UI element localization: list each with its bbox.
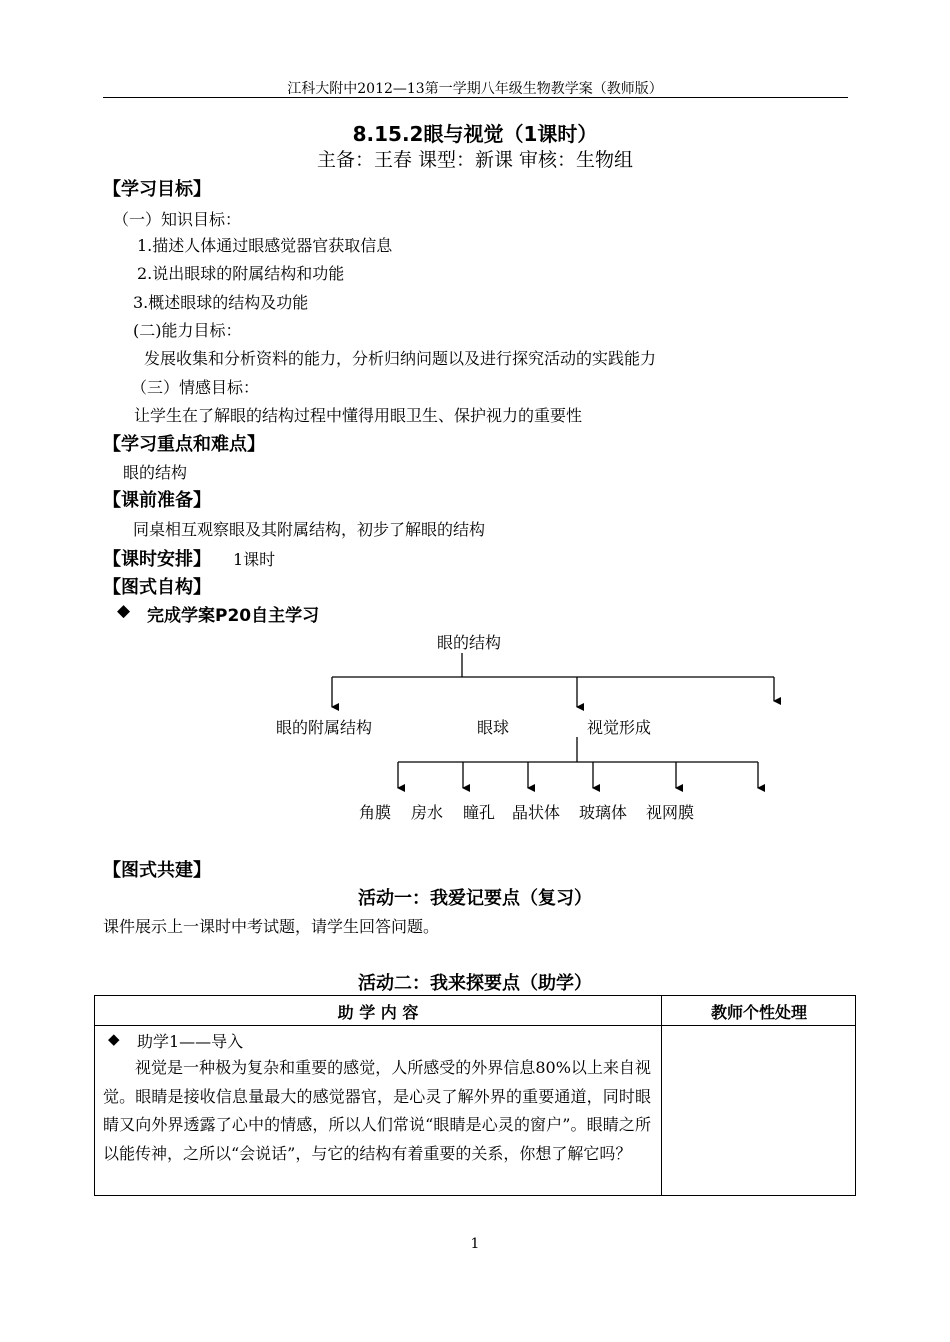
knowledge-item-2: 2.说出眼球的附属结构和功能 bbox=[137, 264, 345, 283]
emotion-text: 让学生在了解眼的结构过程中懂得用眼卫生、保护视力的重要性 bbox=[134, 406, 583, 425]
key-points-text: 眼的结构 bbox=[123, 463, 188, 482]
lesson-title: 8.15.2眼与视觉（1课时） bbox=[352, 122, 598, 146]
schedule-heading: 【课时安排】 bbox=[103, 549, 211, 570]
item-title: 助学1——导入 bbox=[137, 1032, 244, 1051]
emotion-label: （三）情感目标： bbox=[131, 378, 260, 397]
page-header: 江科大附中2012—13第一学期八年级生物教学案（教师版） bbox=[287, 81, 663, 97]
table-header-teacher: 教师个性处理 bbox=[710, 1003, 807, 1022]
activity1-text: 课件展示上一课时中考试题，请学生回答问题。 bbox=[103, 917, 440, 936]
ability-label: (二)能力目标： bbox=[133, 321, 242, 340]
co-build-heading: 【图式共建】 bbox=[103, 860, 211, 881]
diagram-node-eyeball: 眼球 bbox=[477, 718, 510, 737]
key-points-heading: 【学习重点和难点】 bbox=[103, 434, 265, 455]
objectives-heading: 【学习目标】 bbox=[103, 179, 211, 200]
diagram-root: 眼的结构 bbox=[437, 633, 502, 652]
diagram-node-vision: 视觉形成 bbox=[587, 718, 652, 737]
diagram-node-appendages: 眼的附属结构 bbox=[276, 718, 373, 737]
diamond-bullet: ◆ bbox=[117, 601, 131, 621]
diagram-leaf-cornea: 角膜 bbox=[359, 803, 392, 822]
ability-text: 发展收集和分析资料的能力，分析归纳问题以及进行探究活动的实践能力 bbox=[144, 349, 657, 368]
diagram-leaf-vitreous: 玻璃体 bbox=[579, 803, 628, 822]
lesson-subtitle: 主备：王春 课型：新课 审核：生物组 bbox=[316, 149, 634, 171]
item-diamond-bullet: ◆ bbox=[108, 1030, 120, 1048]
knowledge-item-1: 1.描述人体通过眼感觉器官获取信息 bbox=[137, 236, 393, 255]
schedule-text: 1课时 bbox=[233, 550, 276, 569]
diagram-leaf-aqueous: 房水 bbox=[411, 803, 444, 822]
item-paragraph: 视觉是一种极为复杂和重要的感觉，人所感受的外界信息80%以上来自视觉。眼睛是接收信息量最大的感觉器官，是心灵了解外界的重要通道，同时眼睛又向外界透露了心中的情感，所以人们常说“眼睛是心灵的窗户”。眼睛之所以能传神，之所以“会说话”，与它的结构有着重要的关系，你想了解它吗？ bbox=[103, 1058, 651, 1163]
knowledge-label: （一）知识目标： bbox=[113, 210, 242, 229]
page-number: 1 bbox=[470, 1236, 480, 1252]
prep-text: 同桌相互观察眼及其附属结构，初步了解眼的结构 bbox=[133, 520, 486, 539]
activity1-title: 活动一：我爱记要点（复习） bbox=[358, 888, 592, 909]
prep-heading: 【课前准备】 bbox=[103, 490, 211, 511]
diagram-leaf-retina: 视网膜 bbox=[646, 803, 695, 822]
table-header-content: 助 学 内 容 bbox=[337, 1003, 419, 1022]
self-build-task: 完成学案P20自主学习 bbox=[147, 606, 320, 626]
table-header-rule bbox=[95, 1025, 855, 1026]
table-column-rule bbox=[661, 996, 662, 1195]
diagram-leaf-lens: 晶状体 bbox=[512, 803, 561, 822]
diagram-leaf-pupil: 瞳孔 bbox=[463, 803, 496, 822]
activity2-title: 活动二：我来探要点（助学） bbox=[358, 973, 592, 994]
self-build-heading: 【图式自构】 bbox=[103, 577, 211, 598]
knowledge-item-3: 3.概述眼球的结构及功能 bbox=[133, 293, 309, 312]
